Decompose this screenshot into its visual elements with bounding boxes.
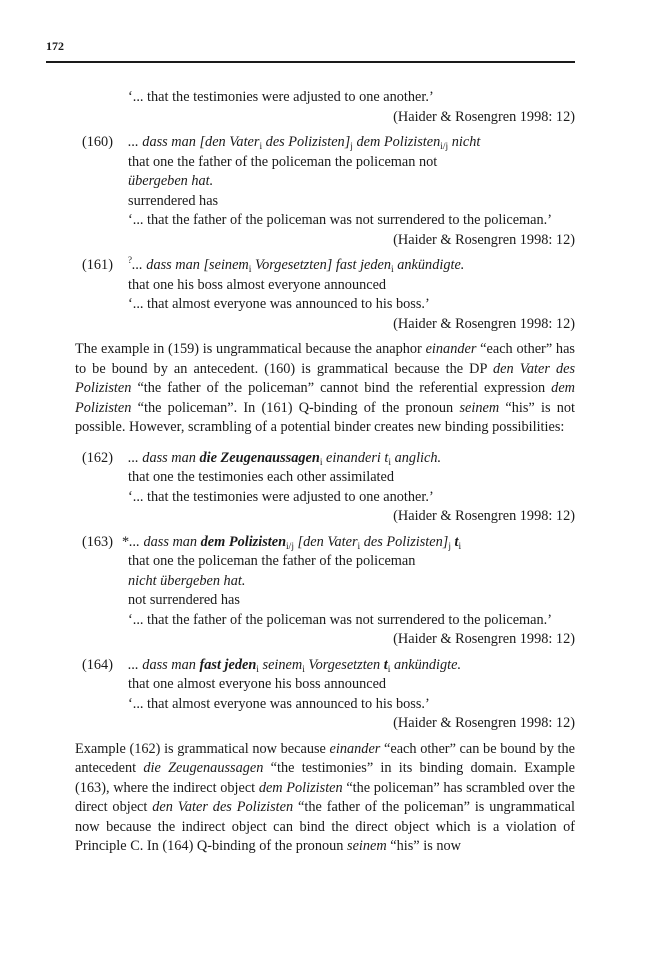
example-number: (161) xyxy=(82,257,113,273)
body-paragraph-2: Example (162) is grammatical now because einander “each other” can be bound by the antecedent die Zeugenaussagen “the testimonies” in its binding domain. Example (163), where the indirect object dem Polizisten “the policeman” has scrambled over the direct object den Vater des Polizisten “the father of the policeman” is ungrammatical now because the indirect object can bind the direct object which is a violation of Principle C. In (164) Q-binding of the pronoun seinem “his” is now xyxy=(75,740,576,854)
translation-line: ‘... that the testimonies were adjusted to one another.’ xyxy=(128,89,434,105)
german-line: ... dass man die Zeugenaussagen$_i$ einanderi $t_i$ anglich. xyxy=(128,449,442,468)
example-164 xyxy=(75,656,575,734)
german-line: ... dass man fast jeden$_i$ seinem$_i$ Vorgesetzten $t_i$ ankündigte. xyxy=(128,656,462,675)
citation: (Haider & Rosengren 1998: 12) xyxy=(393,108,575,125)
example-161 xyxy=(75,256,575,334)
gloss-line-2: not surrendered has xyxy=(128,592,240,608)
page-number: 172 xyxy=(46,39,64,53)
citation: (Haider & Rosengren 1998: 12) xyxy=(393,715,575,731)
german-line: ... dass man [den Vater$_i$ des $Polizisten]_j$ dem Polizisten$_{i/j}$ nicht xyxy=(128,134,481,152)
page-body xyxy=(75,88,575,868)
body-paragraph-1: The example in (159) is ungrammatical because the anaphor einander “each other” has to be bound by an antecedent. (160) is grammatical because the DP den Vater des Polizisten “the father of the policeman” cannot bind the referential expression dem Polizisten “the policeman”. In (161) Q-binding of the pronoun seinem “his” is not possible. However, scrambling of a potential binder creates new binding possibilities: xyxy=(75,341,576,435)
gloss-line: that one the policeman the father of the policeman xyxy=(128,553,416,569)
header-rule xyxy=(46,61,575,63)
citation: (Haider & Rosengren 1998: 12) xyxy=(393,231,575,248)
translation-line: ‘... that the father of the policeman was not surrendered to the policeman.’ xyxy=(128,212,552,228)
example-159-continuation xyxy=(128,88,575,127)
judgment-mark: * xyxy=(122,533,130,550)
translation-line: ‘... that the testimonies were adjusted to one another.’ xyxy=(128,488,434,505)
example-162 xyxy=(75,449,575,527)
translation-line: ‘... that almost everyone was announced to his boss.’ xyxy=(128,695,430,712)
example-number: (162) xyxy=(82,449,113,466)
example-number: (160) xyxy=(82,134,113,150)
gloss-line: that one the father of the policeman the policeman not xyxy=(128,153,438,170)
example-number: (163) xyxy=(82,533,113,550)
judgment-mark: ? xyxy=(128,255,132,266)
example-163 xyxy=(75,533,575,650)
example-160 xyxy=(75,133,575,250)
citation: (Haider & Rosengren 1998: 12) xyxy=(393,631,575,647)
page-header xyxy=(46,34,575,64)
german-line-2: nicht übergeben hat. xyxy=(128,572,246,589)
german-line-2: übergeben hat. xyxy=(128,173,214,189)
citation: (Haider & Rosengren 1998: 12) xyxy=(393,508,575,524)
gloss-line-2: surrendered has xyxy=(128,192,219,209)
example-number: (164) xyxy=(82,656,113,673)
gloss-line: that one the testimonies each other assimilated xyxy=(128,469,395,485)
gloss-line: that one his boss almost everyone announced xyxy=(128,276,387,293)
gloss-line: that one almost everyone his boss announced xyxy=(128,676,387,692)
translation-line: ‘... that almost everyone was announced to his boss.’ xyxy=(128,296,430,312)
german-line: ?... dass man [seinem$_i$ Vorgesetzten] fast jeden$_i$ ankündigte. xyxy=(128,255,465,275)
translation-line: ‘... that the father of the policeman was not surrendered to the policeman.’ xyxy=(128,611,552,628)
citation: (Haider & Rosengren 1998: 12) xyxy=(393,315,575,332)
german-line: *... dass man dem Polizisten$_{i/j}$ [den Vater$_i$ des $Polizisten]_j$ $t_i$ xyxy=(122,533,462,552)
